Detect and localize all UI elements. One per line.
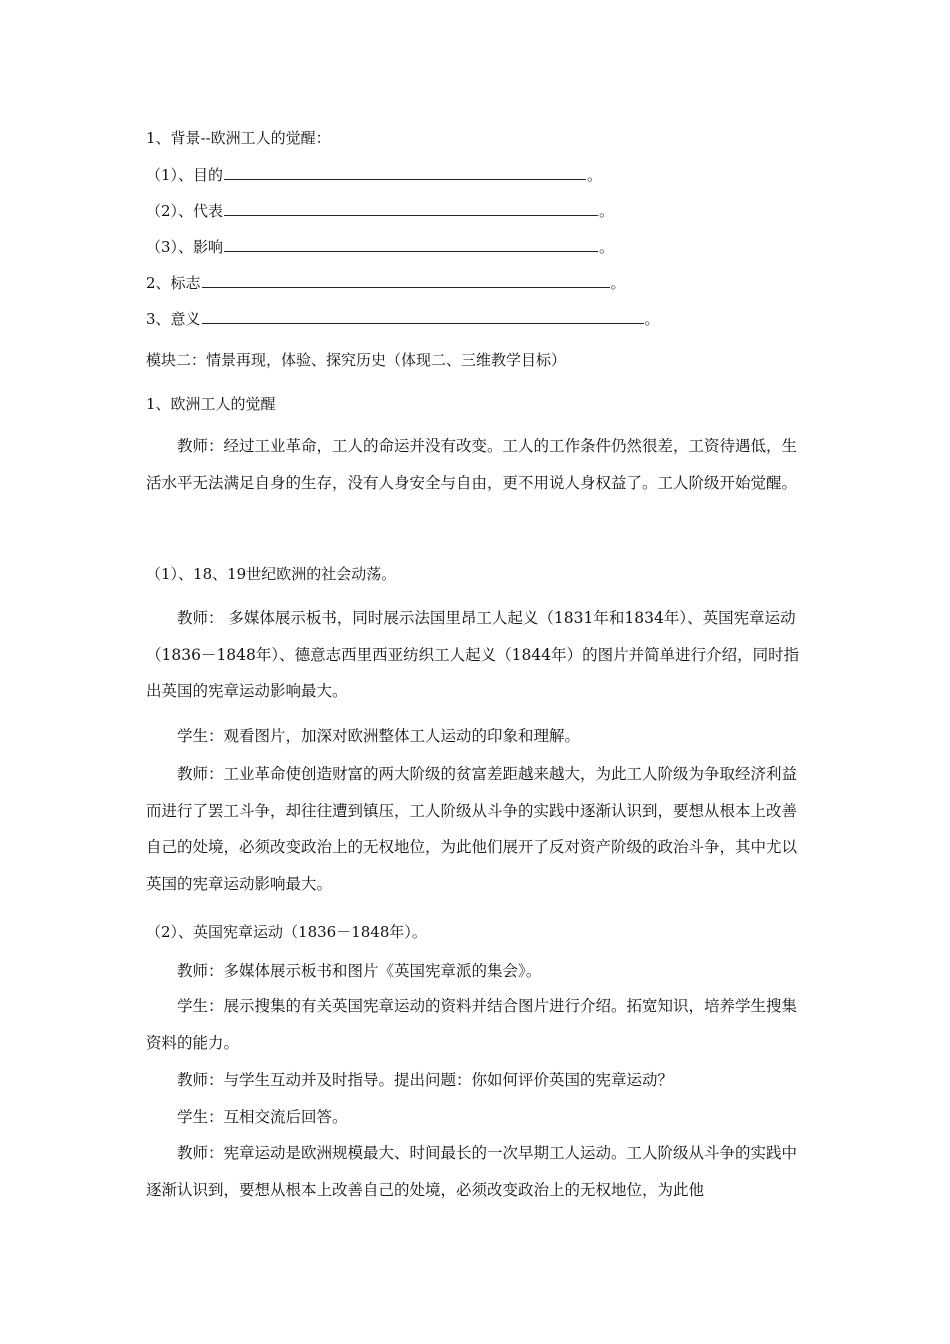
fill-item-influence <box>146 236 614 257</box>
paragraph: 教师：多媒体展示板书和图片《英国宪章派的集会》。 <box>177 962 542 980</box>
fill-label: （1）、目的 <box>146 166 224 184</box>
fill-item-background <box>146 128 331 148</box>
answer-blank[interactable] <box>224 164 586 180</box>
fill-end: 。 <box>599 238 615 256</box>
section-heading: 1、欧洲工人的觉醒 <box>146 395 276 413</box>
fill-end: 。 <box>599 202 615 220</box>
fill-item-significance <box>146 308 660 329</box>
answer-blank[interactable] <box>224 200 598 216</box>
paragraph: 教师：与学生互动并及时指导。提出问题：你如何评价英国的宪章运动？ <box>177 1071 674 1089</box>
subsection-heading: （1）、18、19世纪欧洲的社会动荡。 <box>146 565 397 583</box>
paragraph: 学生：展示搜集的有关英国宪章运动的资料并结合图片进行介绍。拓宽知识，培养学生搜集资料的能力。 <box>146 997 798 1052</box>
fill-label: （2）、代表 <box>146 202 224 220</box>
fill-label: （3）、影响 <box>146 238 224 256</box>
paragraph: 教师：经过工业革命，工人的命运并没有改变。工人的工作条件仍然很差，工资待遇低，生活水平无法满足自身的生存，没有人身安全与自由，更不用说人身权益了。工人阶级开始觉醒。 <box>146 437 798 492</box>
fill-end: 。 <box>587 166 603 184</box>
fill-label: 1、背景--欧洲工人的觉醒： <box>146 129 331 147</box>
paragraph: 教师：宪章运动是欧洲规模最大、时间最长的一次早期工人运动。工人阶级从斗争的实践中逐渐认识到，要想从根本上改善自己的处境，必须改变政治上的无权地位，为此他 <box>146 1144 798 1199</box>
fill-end: 。 <box>644 310 660 328</box>
subsection-heading: （2）、英国宪章运动（1836－1848年）。 <box>146 923 427 941</box>
fill-item-representative <box>146 200 614 221</box>
module-heading: 模块二：情景再现，体验、探究历史（体现二、三维教学目标） <box>146 351 567 369</box>
fill-item-sign <box>146 272 626 293</box>
fill-item-purpose <box>146 164 602 185</box>
paragraph: 学生：互相交流后回答。 <box>177 1108 348 1126</box>
paragraph: 教师：工业革命使创造财富的两大阶级的贫富差距越来越大，为此工人阶级为争取经济利益而进行了罢工斗争，却往往遭到镇压，工人阶级从斗争的实践中逐渐认识到，要想从根本上改善自己的处境，必须改变政治上的无权地位，为此他们展开了反对资产阶级的政治斗争，其中尤以英国的宪章运动影响最大。 <box>146 765 798 893</box>
answer-blank[interactable] <box>202 308 644 324</box>
answer-blank[interactable] <box>224 236 598 252</box>
answer-blank[interactable] <box>202 272 610 288</box>
paragraph: 教师： 多媒体展示板书，同时展示法国里昂工人起义（1831年和1834年）、英国宪章运动（1836－1848年）、德意志西里西亚纺织工人起义（1844年）的图片并简单进行介绍，同时指出英国的宪章运动影响最大。 <box>146 609 800 700</box>
paragraph: 学生：观看图片，加深对欧洲整体工人运动的印象和理解。 <box>177 727 581 745</box>
fill-end: 。 <box>610 274 626 292</box>
fill-label: 3、意义 <box>146 310 201 328</box>
fill-label: 2、标志 <box>146 274 201 292</box>
